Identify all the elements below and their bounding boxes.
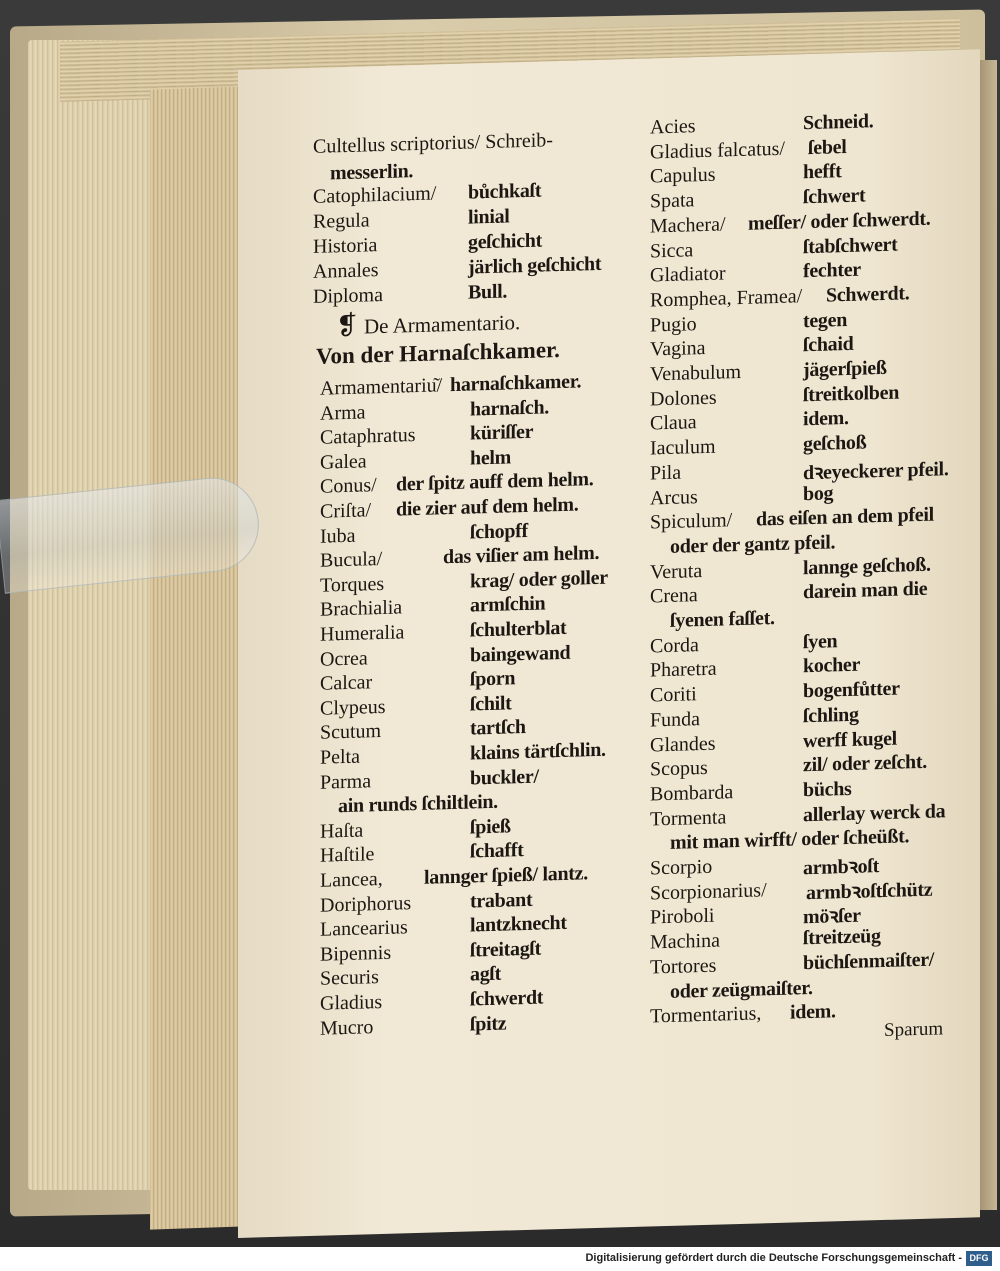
german-term: ſchilt	[470, 692, 512, 716]
latin-term: Sicca	[650, 238, 694, 262]
german-term: oder der gantz pfeil.	[670, 531, 836, 558]
german-term: allerlay werck da	[803, 799, 946, 826]
latin-term: Regula	[313, 209, 370, 233]
latin-term: Tormenta	[650, 805, 727, 831]
latin-term: Crena	[650, 584, 698, 608]
latin-term: Conus/	[320, 474, 377, 499]
latin-term: Scutum	[320, 720, 382, 745]
latin-term: Iaculum	[650, 435, 716, 460]
latin-term: Bombarda	[650, 781, 734, 806]
latin-term: Venabulum	[650, 360, 742, 386]
latin-term: Clypeus	[320, 695, 386, 720]
latin-term: Spata	[650, 189, 695, 213]
german-term: ſyen	[803, 629, 838, 653]
catchword: Sparum	[884, 1018, 944, 1041]
german-term: Bull.	[468, 280, 508, 304]
latin-term: Calcar	[320, 671, 373, 695]
latin-term: Pugio	[650, 312, 697, 337]
german-term: ſpieß	[470, 815, 511, 839]
latin-term: Ocrea	[320, 646, 368, 671]
latin-term: Capulus	[650, 164, 716, 188]
latin-term: Romphea, Framea/	[650, 285, 803, 312]
german-term: ſtreitagſt	[470, 937, 542, 962]
german-term: jägerſpieß	[803, 356, 887, 382]
german-term: ſyenen faſſet.	[670, 607, 775, 632]
german-term: zil/ oder zeſcht.	[803, 750, 927, 777]
german-term: bůchkaſt	[468, 179, 542, 204]
latin-term: Brachialia	[320, 596, 403, 622]
section-heading-german: Von der Harnaſchkamer.	[316, 337, 560, 369]
german-term: ain runds ſchiltlein.	[338, 790, 498, 818]
latin-term: Arma	[320, 401, 366, 425]
latin-term: Mucro	[320, 1015, 374, 1040]
latin-term: Spiculum/	[650, 509, 733, 534]
latin-term: Securis	[320, 966, 379, 991]
left-page-stack	[28, 40, 158, 1190]
german-term: oder zeügmaiſter.	[670, 976, 813, 1003]
latin-term: Bucula/	[320, 548, 383, 572]
german-term: idem.	[790, 1000, 836, 1024]
latin-term: Lancearius	[320, 916, 408, 941]
latin-term: Pila	[650, 461, 682, 485]
latin-term: Parma	[320, 769, 372, 794]
latin-term: Lancea,	[320, 867, 383, 892]
latin-term: Historia	[313, 234, 378, 258]
latin-term: Acies	[650, 115, 696, 139]
german-term: ſtreitzeüg	[803, 925, 881, 950]
german-term: dꝛeyeckerer pfeil.	[803, 457, 949, 485]
latin-term: Arcus	[650, 485, 698, 509]
latin-term: Tormentarius,	[650, 1002, 762, 1028]
german-term: Schneid.	[803, 110, 874, 135]
german-term: ſchaid	[803, 333, 854, 357]
german-term: armbꝛoſt	[803, 855, 879, 880]
german-term: die zier auf dem helm.	[396, 493, 579, 521]
german-term: idem.	[803, 407, 849, 431]
latin-term: Humeralia	[320, 621, 405, 646]
latin-term: Catophilacium/	[313, 182, 437, 208]
german-term: Schwerdt.	[826, 282, 910, 307]
german-term: ſebel	[808, 135, 847, 159]
latin-term: Doriphorus	[320, 891, 412, 917]
german-term: ſchling	[803, 703, 859, 728]
german-term: ſchafft	[470, 839, 524, 863]
german-term: das eiſen an dem pfeil	[756, 503, 934, 531]
german-term: ſpitz	[470, 1012, 507, 1036]
latin-term: Annales	[313, 259, 379, 283]
german-term: krag/ oder goller	[470, 566, 608, 593]
german-term: lannger ſpieß/ lantz.	[424, 862, 588, 889]
latin-term: Piroboli	[650, 905, 715, 929]
german-term: ſchwert	[803, 184, 866, 209]
latin-term: Haſta	[320, 819, 364, 843]
latin-term: Machera/	[650, 213, 726, 238]
german-term: ſchopff	[470, 519, 528, 544]
german-term: bog	[803, 481, 834, 505]
footer-bar	[0, 1247, 1000, 1271]
latin-term: Tortores	[650, 954, 717, 979]
german-term: büchs	[803, 777, 852, 802]
german-term: küriſſer	[470, 420, 534, 445]
section-heading-latin: De Armamentario.	[364, 310, 521, 339]
german-term: büchſenmaiſter/	[803, 948, 935, 975]
german-term: harnaſch.	[470, 395, 549, 421]
latin-term: Armamentariu͂/	[320, 374, 443, 400]
latin-term: Gladiator	[650, 262, 726, 287]
latin-term: Coriti	[650, 683, 697, 707]
german-term: armſchin	[470, 592, 546, 617]
page-fore-edge	[150, 86, 245, 1229]
latin-term: Criſta/	[320, 499, 372, 523]
latin-term: Diploma	[313, 283, 383, 308]
german-term: buckler/	[470, 765, 539, 790]
book-page	[238, 49, 980, 1238]
german-term: mit man wirfft/ oder ſcheüßt.	[670, 825, 910, 855]
latin-term: Cultellus scriptorius/ Schreib-	[313, 129, 553, 158]
german-term: ſporn	[470, 667, 516, 691]
german-term: ſtabſchwert	[803, 233, 898, 258]
german-term: harnaſchkamer.	[450, 370, 582, 397]
latin-term: Funda	[650, 707, 700, 732]
latin-term: Scorpio	[650, 855, 713, 880]
latin-term: Bipennis	[320, 941, 392, 966]
latin-term: Pharetra	[650, 658, 717, 682]
german-term: lannge geſchoß.	[803, 553, 931, 579]
dfg-logo: DFG	[966, 1251, 992, 1266]
latin-term: Cataphratus	[320, 424, 416, 449]
german-term: armbꝛoſtſchütz	[806, 878, 933, 904]
german-term: tartſch	[470, 716, 526, 740]
latin-term: Haſtile	[320, 843, 375, 868]
latin-term: Torques	[320, 572, 385, 597]
german-term: järlich geſchicht	[468, 252, 602, 279]
german-term: helm	[470, 446, 512, 470]
german-term: meſſer/ oder ſchwerdt.	[748, 207, 931, 235]
german-term: ſchwerdt	[470, 986, 544, 1011]
german-term: ſtreitkolben	[803, 381, 900, 406]
latin-term: Scopus	[650, 757, 708, 781]
german-term: messerlin.	[330, 160, 414, 185]
german-term: kocher	[803, 654, 861, 678]
german-term: werff kugel	[803, 727, 897, 752]
latin-term: Corda	[650, 633, 699, 658]
german-term: der ſpitz auff dem helm.	[396, 468, 594, 496]
german-term: tegen	[803, 308, 848, 332]
latin-term: Machina	[650, 929, 720, 954]
german-term: geſchicht	[468, 229, 542, 254]
german-term: das viſier am helm.	[443, 542, 600, 569]
latin-term: Veruta	[650, 559, 703, 584]
german-term: klains tärtſchlin.	[470, 738, 606, 765]
german-term: baingewand	[470, 641, 571, 667]
german-term: fechter	[803, 258, 861, 283]
footer-credit: Digitalisierung gefördert durch die Deutsche Forschungsgemeinschaft -	[585, 1252, 962, 1264]
latin-term: Gladius	[320, 990, 383, 1015]
pilcrow-icon: ❡	[336, 310, 358, 341]
latin-term: Galea	[320, 450, 367, 474]
german-term: hefft	[803, 160, 842, 184]
latin-term: Pelta	[320, 745, 360, 769]
german-term: lantzknecht	[470, 912, 567, 937]
latin-term: Scorpionarius/	[650, 878, 767, 905]
german-term: agſt	[470, 963, 502, 986]
latin-term: Glandes	[650, 732, 716, 756]
german-term: ſchulterblat	[470, 616, 567, 642]
german-term: linial	[468, 205, 510, 229]
latin-term: Claua	[650, 411, 697, 435]
german-term: darein man die	[803, 578, 928, 604]
latin-term: Gladius falcatus/	[650, 137, 785, 164]
german-term: trabant	[470, 888, 533, 913]
german-term: möꝛſer	[803, 904, 861, 929]
latin-term: Vagina	[650, 337, 706, 361]
latin-term: Dolones	[650, 386, 717, 411]
german-term: geſchoß	[803, 431, 867, 456]
german-term: bogenfůtter	[803, 677, 900, 703]
latin-term: Iuba	[320, 524, 356, 548]
